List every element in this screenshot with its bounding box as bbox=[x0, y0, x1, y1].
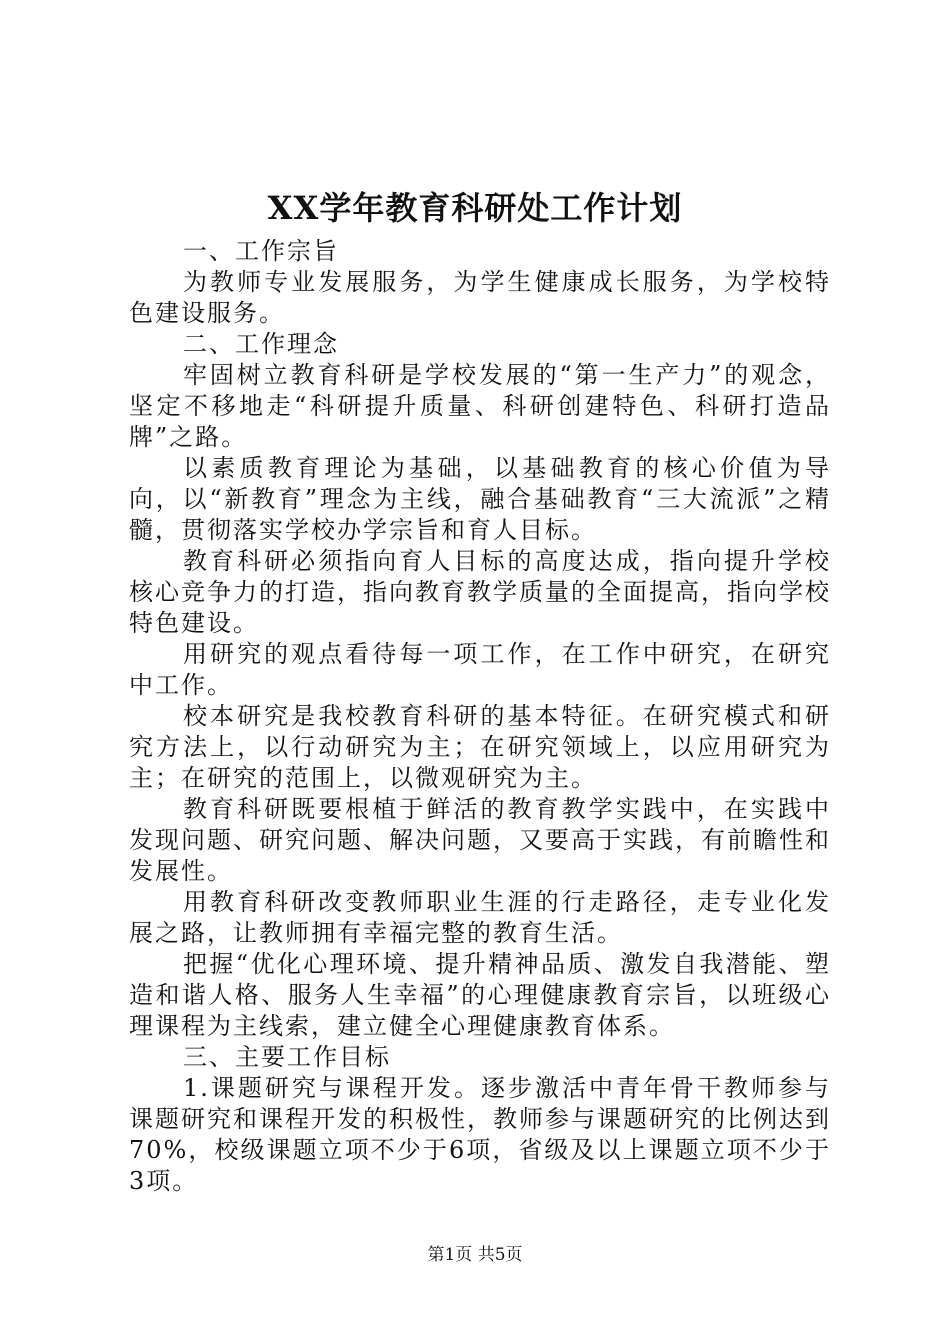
section-heading: 三、主要工作目标 bbox=[183, 1043, 391, 1071]
paragraph: 教育科研既要根植于鲜活的教育教学实践中，在实践中发现问题、研究问题、解决问题，又要高于实践，有前瞻性和发展性。 bbox=[129, 795, 831, 885]
paragraph: 用研究的观点看待每一项工作，在工作中研究，在研究中工作。 bbox=[129, 640, 831, 699]
page-number-footer: 第1页 共5页 bbox=[427, 1245, 523, 1265]
document-title: XX学年教育科研处工作计划 bbox=[267, 189, 683, 227]
paragraph: 用教育科研改变教师职业生涯的行走路径，走专业化发展之路，让教师拥有幸福完整的教育生活。 bbox=[129, 888, 831, 947]
section-heading: 二、工作理念 bbox=[183, 330, 339, 358]
paragraph: 把握“优化心理环境、提升精神品质、激发自我潜能、塑造和谐人格、服务人生幸福”的心理健康教育宗旨，以班级心理课程为主线索，建立健全心理健康教育体系。 bbox=[129, 950, 831, 1040]
paragraph: 以素质教育理论为基础，以基础教育的核心价值为导向，以“新教育”理念为主线，融合基础教育“三大流派”之精髓，贯彻落实学校办学宗旨和育人目标。 bbox=[129, 454, 831, 544]
paragraph: 1.课题研究与课程开发。逐步激活中青年骨干教师参与课题研究和课程开发的积极性，教师参与课题研究的比例达到70%，校级课题立项不少于6项，省级及以上课题立项不少于3项。 bbox=[129, 1074, 831, 1195]
document-body bbox=[129, 236, 831, 1197]
paragraph: 教育科研必须指向育人目标的高度达成，指向提升学校核心竞争力的打造，指向教育教学质量的全面提高，指向学校特色建设。 bbox=[129, 547, 831, 637]
paragraph: 牢固树立教育科研是学校发展的“第一生产力”的观念，坚定不移地走“科研提升质量、科研创建特色、科研打造品牌”之路。 bbox=[129, 361, 831, 451]
section-heading: 一、工作宗旨 bbox=[183, 237, 339, 265]
paragraph: 为教师专业发展服务，为学生健康成长服务，为学校特色建设服务。 bbox=[129, 268, 831, 327]
paragraph: 校本研究是我校教育科研的基本特征。在研究模式和研究方法上，以行动研究为主；在研究领域上，以应用研究为主；在研究的范围上，以微观研究为主。 bbox=[129, 702, 831, 792]
